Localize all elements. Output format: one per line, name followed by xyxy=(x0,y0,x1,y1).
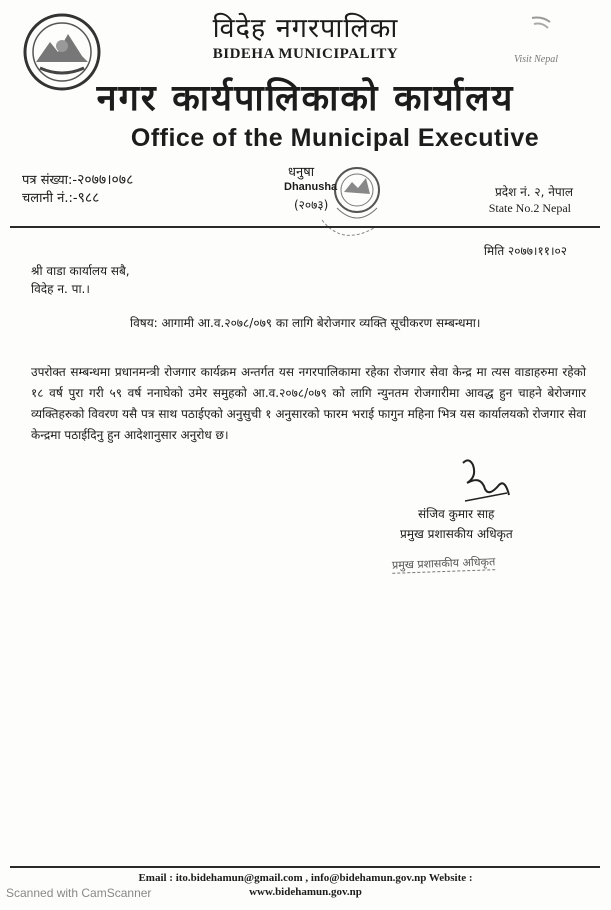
letter-number xyxy=(22,170,133,189)
seal-district-english: Dhanusha xyxy=(284,181,338,193)
footer-divider xyxy=(10,866,600,868)
letter-number-value: २०७७।०७८ xyxy=(77,172,134,188)
dispatch-number-label: चलानी नं.:- xyxy=(22,191,78,206)
dispatch-number-value: ९८८ xyxy=(77,190,100,206)
signatory-name: संजिव कुमार साह xyxy=(418,507,495,521)
letter-body: उपरोक्त सम्बन्धमा प्रधानमन्त्री रोजगार कार्यक्रम अन्तर्गत यस नगरपालिकामा रहेका रोजगार सेवा केन्द्र मा त्यस वाडाहरुमा रहेको १८ वर्ष पुरा गरी ५९ वर्ष ननाघेको उमेर समुहको आ.व.२०७८/०७९ को लागि न्युनतम रोजगारीमा आवद्ध हुन चाहने बेरोजगार व्यक्तिहरुको विवरण यसै पत्र साथ पठाईएको अनुसुची १ अनुसारको फारम भराई फागुन महिना भित्र यस कार्यालयको रोजगार सेवा केन्द्रमा पठाईदिनु हुन आदेशानुसार अनुरोध छ। xyxy=(31,365,586,442)
scanner-watermark: Scanned with CamScanner xyxy=(6,886,152,900)
state-english: State No.2 Nepal xyxy=(488,201,571,215)
dispatch-number xyxy=(22,188,99,207)
letter-subject: विषय: आगामी आ.व.२०७८/०७९ का लागि बेरोजगार व्यक्ति सूचीकरण सम्बन्धमा। xyxy=(130,316,481,330)
addressee-line-2: विदेह न. पा.। xyxy=(31,282,90,296)
office-name-nepali: नगर कार्यपालिकाको कार्यालय xyxy=(96,78,515,119)
header-divider xyxy=(10,226,600,228)
state-nepali: प्रदेश नं. २, नेपाल xyxy=(494,185,573,199)
handwritten-signature-icon xyxy=(455,455,515,510)
office-name-english: Office of the Municipal Executive xyxy=(130,124,540,152)
addressee-line-1: श्री वाडा कार्यालय सबै, xyxy=(31,264,130,278)
letter-date: मिति २०७७।११।०२ xyxy=(483,244,567,258)
footer-contact: Email : ito.bidehamun@gmail.com , info@bidehamun.gov.np Website : xyxy=(138,872,473,884)
signatory-title: प्रमुख प्रशासकीय अधिकृत xyxy=(400,527,513,541)
letter-number-label: पत्र संख्या:- xyxy=(22,173,78,188)
seal-district-nepali: धनुषा xyxy=(288,165,315,180)
municipality-name-nepali: विदेह नगरपालिका xyxy=(212,13,399,44)
footer-website: www.bidehamun.gov.np xyxy=(249,886,362,898)
visit-nepal-text: Visit Nepal xyxy=(514,54,558,65)
signatory-stamp: प्रमुख प्रशासकीय अधिकृत xyxy=(391,555,496,572)
seal-year: (२०७३) xyxy=(294,198,329,212)
municipality-name-english: BIDEHA MUNICIPALITY xyxy=(212,46,399,62)
